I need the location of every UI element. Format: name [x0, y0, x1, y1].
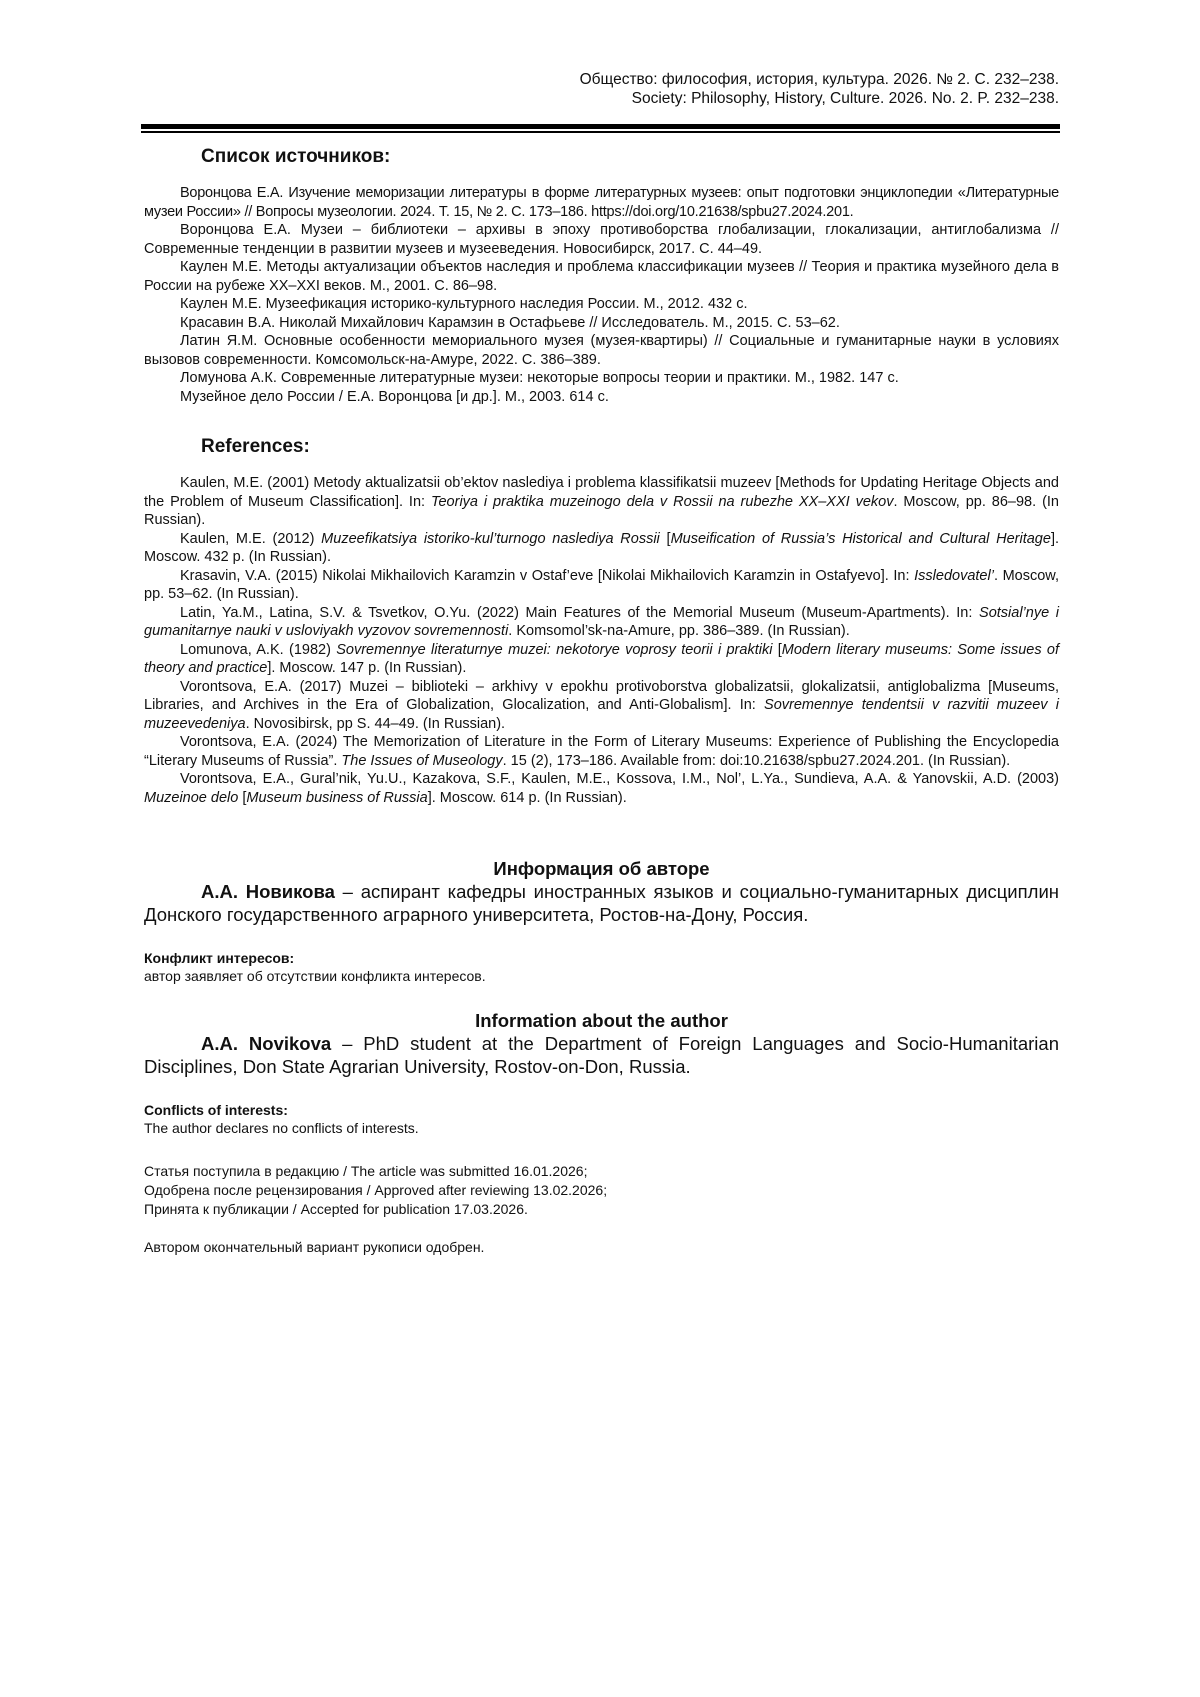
date-accepted: Принята к публикации / Accepted for publication 17.03.2026. [144, 1201, 528, 1217]
reference-item [144, 530, 1059, 567]
sources-title: Список источников: [201, 146, 391, 167]
author-ru-text [144, 880, 1059, 926]
reference-text: . Moscow, pp. 53–62. (In Russian). [144, 567, 1059, 602]
sources-list [144, 184, 1059, 406]
final-note: Автором окончательный вариант рукописи одобрен. [144, 1239, 485, 1255]
conflict-ru-title: Конфликт интересов: [144, 950, 295, 966]
source-item: Каулен М.Е. Методы актуализации объектов наследия и проблема классификации музеев // Теория и практика музейного дела в России на рубеже XX–XXI веков. М., 2001. С. 86–98. [144, 259, 1059, 294]
author-en-desc: – PhD student at the Department of Foreign Languages and Socio-Humanitarian Disciplines, Don State Agrarian University, Rostov-on-Don, Russia. [144, 1033, 1059, 1077]
author-en-text [144, 1032, 1059, 1078]
reference-text: Vorontsova, E.A. (2024) The Memorization of Literature in the Form of Literary Museums: Experience of Publishing the Encyclopedia “Literary Museums of Russia”. [144, 734, 1059, 769]
conflict-en-title: Conflicts of interests: [144, 1102, 288, 1118]
reference-text: ]. Moscow. 432 p. (In Russian). [144, 530, 1059, 565]
header-ru: Общество: философия, история, культура. 2026. № 2. С. 232–238. [579, 71, 1059, 88]
author-ru-title: Информация об авторе [493, 858, 710, 879]
reference-text: ]. Moscow. 614 p. (In Russian). [427, 789, 627, 806]
header-en: Society: Philosophy, History, Culture. 2026. No. 2. P. 232–238. [631, 90, 1059, 107]
header-rule-thick [141, 124, 1060, 129]
reference-text: . Komsomol’sk-na-Amure, pp. 386–389. (In Russian). [508, 623, 850, 639]
references-title: References: [201, 436, 310, 457]
source-item: Латин Я.М. Основные особенности мемориального музея (музея-квартиры) // Социальные и гуманитарные науки в условиях вызовов современности. Комсомольск-на-Амуре, 2022. С. 386–389. [144, 333, 1059, 368]
reference-item [144, 641, 1059, 678]
author-ru-name: А.А. Новикова [201, 881, 335, 902]
conflict-en-text: The author declares no conflicts of interests. [144, 1120, 419, 1136]
source-item: Воронцова Е.А. Музеи – библиотеки – архивы в эпоху противоборства глобализации, глокализации, антиглобализма // Современные тенденции в развитии музеев и музееведения. Новосибирск, 2017. С. 44–49. [144, 222, 1059, 257]
reference-item [144, 733, 1059, 770]
reference-text: [ [659, 530, 671, 547]
reference-title-italic: Sovremennye literaturnye muzei: nekotorye voprosy teorii i praktiki [336, 641, 773, 658]
reference-item [144, 567, 1059, 604]
conflict-ru [144, 950, 1059, 985]
reference-text: Krasavin, V.A. (2015) Nikolai Mikhailovich Karamzin v Ostaf’eve [Nikolai Mikhailovich Karamzin in Ostafyevo]. In: [180, 567, 915, 584]
reference-title-italic: The Issues of Museology [341, 752, 503, 769]
reference-text: Kaulen, M.E. (2001) Metody aktualizatsii ob’ektov naslediya i problema klassifikatsii muzeev [Methods for Updating Heritage Objects and the Problem of Museum Classification]. In: [144, 475, 1059, 510]
reference-text: . Novosibirsk, pp S. 44–49. (In Russian). [245, 715, 506, 732]
reference-text: Lomunova, A.K. (1982) [180, 641, 337, 658]
running-header [580, 70, 1059, 108]
reference-title-italic: Issledovatel’ [914, 567, 994, 584]
references-list [144, 474, 1059, 807]
author-ru-desc: – аспирант кафедры иностранных языков и социально-гуманитарных дисциплин Донского государственного аграрного университета, Ростов-на-Дону, Россия. [144, 881, 1060, 925]
reference-item [144, 678, 1059, 734]
reference-item [144, 604, 1059, 641]
conflict-en [144, 1102, 1059, 1137]
source-item: Каулен М.Е. Музеефикация историко-культурного наследия России. М., 2012. 432 с. [180, 296, 748, 312]
reference-text: . 15 (2), 173–186. Available from: doi:10.21638/spbu27.2024.201. (In Russian). [502, 752, 1011, 769]
reference-title-italic: Museum business of Russia [246, 789, 428, 806]
sources-section [144, 146, 1059, 406]
reference-text: Kaulen, M.E. (2012) [180, 530, 322, 547]
reference-title-italic: Muzeinoe delo [144, 789, 239, 806]
author-en-title: Information about the author [475, 1010, 728, 1031]
article-dates [144, 1162, 1059, 1257]
reference-title-italic: Sotsial’nye i gumanitarnye nauki v usloviyakh vyzovov sovremennosti [144, 604, 1059, 639]
reference-title-italic: Sovremennye tendentsii v razvitii muzeev i muzeevedeniya [144, 697, 1059, 732]
reference-item [144, 770, 1059, 807]
reference-text: Vorontsova, E.A., Gural’nik, Yu.U., Kazakova, S.F., Kaulen, M.E., Kossova, I.M., Nol’, L.Ya., Sundieva, A.A. & Yanovskii, A.D. (2003) [180, 771, 1059, 787]
reference-title-italic: Teoriya i praktika muzeinogo dela v Rossii na rubezhe XX–XXI vekov [430, 493, 894, 510]
reference-title-italic: Museification of Russia’s Historical and Cultural Heritage [670, 530, 1051, 547]
author-ru-section [144, 858, 1059, 985]
reference-text: Latin, Ya.M., Latina, S.V. & Tsvetkov, O.Yu. (2022) Main Features of the Memorial Museum (Museum-Apartments). In: [180, 604, 980, 621]
date-approved: Одобрена после рецензирования / Approved after reviewing 13.02.2026; [144, 1182, 608, 1198]
reference-title-italic: Modern literary museums: Some issues of theory and practice [144, 641, 1060, 676]
reference-text: [ [772, 641, 782, 658]
source-item: Красавин В.А. Николай Михайлович Карамзин в Остафьеве // Исследователь. М., 2015. С. 53–62. [180, 314, 840, 331]
reference-item [144, 474, 1059, 530]
reference-text: ]. Moscow. 147 p. (In Russian). [267, 660, 467, 676]
reference-text: Vorontsova, E.A. (2017) Muzei – biblioteki – arkhivy v epokhu protivoborstva globalizatsii, glokalizatsii, antiglobalizma [Museums, Libraries, and Archives in the Era of Globalization, Glocalization, and Anti-Globalism]. In: [144, 678, 1059, 713]
date-submitted: Статья поступила в редакцию / The article was submitted 16.01.2026; [144, 1163, 588, 1179]
author-en-name: A.A. Novikova [201, 1033, 332, 1054]
author-en-section [144, 1010, 1059, 1137]
header-rule-thin [141, 131, 1060, 133]
reference-text: . Moscow, pp. 86–98. (In Russian). [144, 493, 1059, 528]
reference-title-italic: Muzeefikatsiya istoriko-kul’turnogo naslediya Rossii [321, 530, 660, 547]
references-section [144, 436, 1059, 807]
source-item: Ломунова А.К. Современные литературные музеи: некоторые вопросы теории и практики. М., 1982. 147 с. [180, 370, 899, 386]
reference-text: [ [238, 789, 247, 806]
source-item: Музейное дело России / Е.А. Воронцова [и др.]. М., 2003. 614 с. [180, 388, 609, 405]
conflict-ru-text: автор заявляет об отсутствии конфликта интересов. [144, 968, 486, 984]
source-item: Воронцова Е.А. Изучение меморизации литературы в форме литературных музеев: опыт подготовки энциклопедии «Литературные музеи России» // Вопросы музеологии. 2024. Т. 15, № 2. С. 173–186. https://doi.org/10.21638/spbu27.2024.201. [144, 185, 1059, 220]
